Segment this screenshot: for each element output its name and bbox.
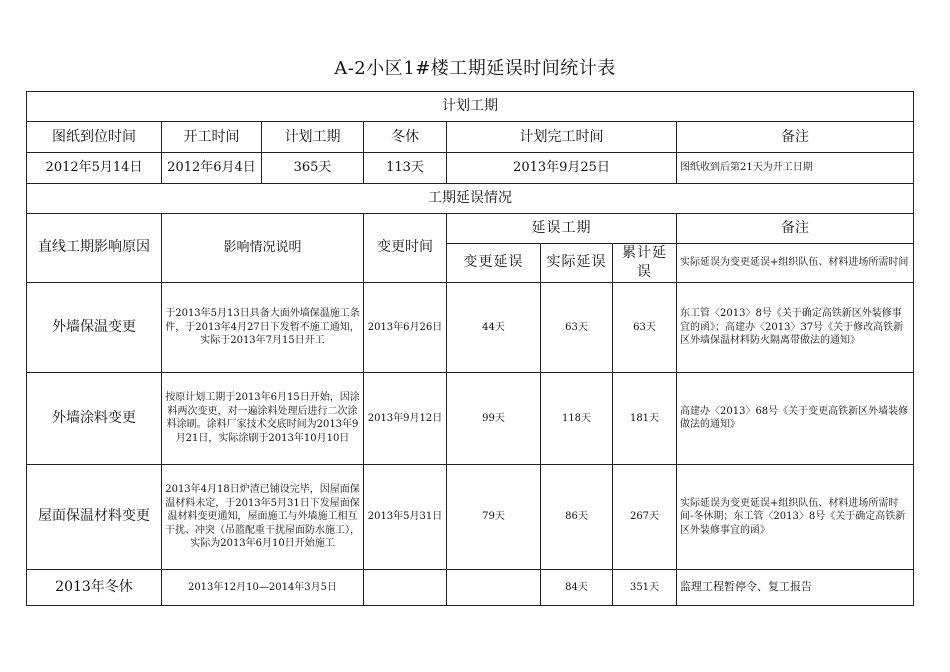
row-change-delay — [447, 569, 541, 605]
header-reason: 直线工期影响原因 — [27, 214, 162, 283]
row-description: 2013年4月18日炉渣已铺设完毕，因屋面保温材料未定，于2013年5月31日下发屋面保温材料变更通知，屋面施工与外墙施工相互干扰、冲突（吊篮配重干扰屋面防水施工），实际为2013年6月10日开始施工 — [162, 464, 364, 569]
row-cumulative-delay: 267天 — [613, 464, 677, 569]
cell-winter-break: 113天 — [364, 153, 447, 184]
header-planned-finish: 计划完工时间 — [447, 122, 677, 153]
table-row — [27, 569, 914, 605]
row-change-delay: 44天 — [447, 282, 541, 372]
header-remarks-note: 实际延误为变更延误+组织队伍、材料进场所需时间 — [677, 244, 914, 283]
row-actual-delay: 86天 — [541, 464, 613, 569]
header-change-delay: 变更延误 — [447, 244, 541, 283]
row-reason: 外墙涂料变更 — [27, 372, 162, 464]
row-remarks: 高建办〈2013〉68号《关于变更高铁新区外墙装修做法的通知》 — [677, 372, 914, 464]
header-drawing-date: 图纸到位时间 — [27, 122, 162, 153]
header-actual-delay: 实际延误 — [541, 244, 613, 283]
row-cumulative-delay: 181天 — [613, 372, 677, 464]
row-remarks: 东工管〈2013〉8号《关于确定高铁新区外装修事宜的函》；高建办〈2013〉37号《关于修改高铁新区外墙保温材料防火隔离带做法的通知》 — [677, 282, 914, 372]
cell-planned-duration: 365天 — [262, 153, 364, 184]
row-cumulative-delay: 63天 — [613, 282, 677, 372]
row-change-delay: 79天 — [447, 464, 541, 569]
plan-data-row — [27, 153, 914, 184]
header-planned-duration: 计划工期 — [262, 122, 364, 153]
row-cumulative-delay: 351天 — [613, 569, 677, 605]
row-change-date: 2013年6月26日 — [364, 282, 447, 372]
header-winter-break: 冬休 — [364, 122, 447, 153]
row-change-date: 2013年9月12日 — [364, 372, 447, 464]
header-start-date: 开工时间 — [162, 122, 262, 153]
cell-plan-remarks: 图纸收到后第21天为开工日期 — [677, 153, 914, 184]
table-row — [27, 372, 914, 464]
cell-planned-finish: 2013年9月25日 — [447, 153, 677, 184]
delay-statistics-table — [26, 91, 914, 606]
header-change-date: 变更时间 — [364, 214, 447, 283]
row-actual-delay: 118天 — [541, 372, 613, 464]
header-description: 影响情况说明 — [162, 214, 364, 283]
delay-section-title: 工期延误情况 — [27, 184, 914, 214]
row-change-delay: 99天 — [447, 372, 541, 464]
cell-start-date: 2012年6月4日 — [162, 153, 262, 184]
header-delay-group: 延误工期 — [447, 214, 677, 244]
row-reason: 2013年冬休 — [27, 569, 162, 605]
table-row — [27, 464, 914, 569]
row-actual-delay: 63天 — [541, 282, 613, 372]
row-description: 于2013年5月13日具备大面外墙保温施工条件，于2013年4月27日下发暂不施工通知，实际于2013年7月15日开工 — [162, 282, 364, 372]
header-remarks: 备注 — [677, 122, 914, 153]
header-delay-remarks: 备注 — [677, 214, 914, 244]
delay-header-row-1 — [27, 214, 914, 244]
row-description: 按原计划工期于2013年6月15日开始，因涂料两次变更，对一遍涂料处理后进行二次涂料涂刷。涂料厂家技术交底时间为2013年9月21日，实际涂刷于2013年10月10日 — [162, 372, 364, 464]
row-remarks: 实际延误为变更延误+组织队伍、材料进场所需时间-冬休期；东工管〈2013〉8号《关于确定高铁新区外装修事宜的函》 — [677, 464, 914, 569]
page-title: A-2小区1#楼工期延误时间统计表 — [334, 58, 616, 79]
table-row — [27, 282, 914, 372]
row-reason: 外墙保温变更 — [27, 282, 162, 372]
row-actual-delay: 84天 — [541, 569, 613, 605]
plan-section-title: 计划工期 — [27, 92, 914, 122]
row-change-date: 2013年5月31日 — [364, 464, 447, 569]
plan-header-row — [27, 122, 914, 153]
cell-drawing-date: 2012年5月14日 — [27, 153, 162, 184]
row-reason: 屋面保温材料变更 — [27, 464, 162, 569]
row-change-date — [364, 569, 447, 605]
row-remarks: 监理工程暂停令、复工报告 — [677, 569, 914, 605]
row-description: 2013年12月10—2014年3月5日 — [162, 569, 364, 605]
header-cumulative-delay: 累计延误 — [613, 244, 677, 283]
